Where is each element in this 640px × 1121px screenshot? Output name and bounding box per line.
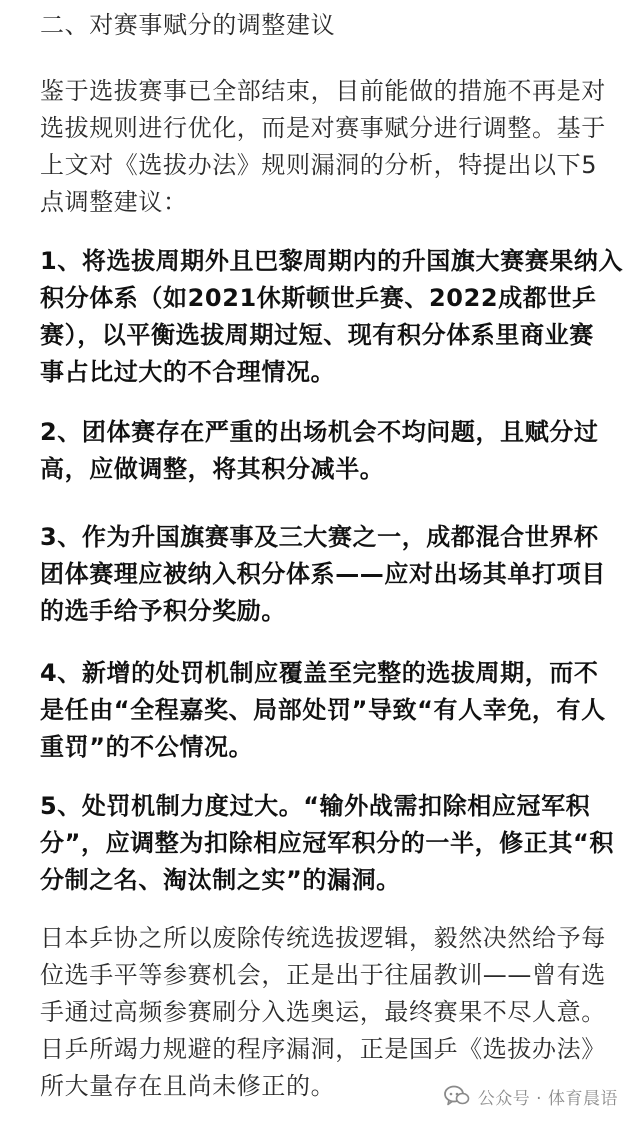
suggestion-item-1	[40, 243, 624, 391]
suggestion-line: 的选手给予积分奖励。	[40, 597, 286, 625]
suggestion-item-5	[40, 788, 614, 899]
suggestion-line: 5、处罚机制力度过大。“输外战需扣除相应冠军积	[40, 792, 591, 820]
closing-paragraph	[40, 920, 610, 1105]
watermark-text: 公众号 · 体育晨语	[477, 1088, 618, 1109]
closing-line: 日乒所竭力规避的程序漏洞，正是国乒《选拔办法》	[40, 1035, 606, 1063]
closing-line: 日本乒协之所以废除传统选拔逻辑，毅然决然给予每	[40, 924, 606, 952]
suggestion-item-3	[40, 519, 610, 630]
watermark	[444, 1082, 618, 1110]
suggestion-line: 高，应做调整，将其积分减半。	[40, 455, 385, 483]
intro-line: 鉴于选拔赛事已全部结束，目前能做的措施不再是对	[40, 77, 606, 105]
suggestion-line: 是任由“全程嘉奖、局部处罚”导致“有人幸免，有人	[40, 696, 606, 724]
closing-line: 所大量存在且尚未修正的。	[40, 1072, 336, 1100]
suggestion-line: 事占比过大的不合理情况。	[40, 358, 336, 386]
suggestion-line: 分制之名、淘汰制之实”的漏洞。	[40, 866, 401, 894]
suggestion-line: 积分体系（如2021休斯顿世乒赛、2022成都世乒	[40, 284, 597, 312]
suggestion-item-4	[40, 655, 610, 766]
closing-line: 位选手平等参赛机会，正是出于往届教训——曾有选	[40, 961, 606, 989]
heading-text: 二、对赛事赋分的调整建议	[40, 11, 336, 39]
section-heading	[40, 7, 610, 44]
suggestion-line: 赛），以平衡选拔周期过短、现有积分体系里商业赛	[40, 321, 594, 349]
intro-line: 点调整建议：	[40, 188, 188, 216]
intro-line: 上文对《选拔办法》规则漏洞的分析，特提出以下5	[40, 151, 598, 179]
suggestion-line: 1、将选拔周期外且巴黎周期内的升国旗大赛赛果纳入	[40, 247, 624, 275]
suggestion-line: 分”，应调整为扣除相应冠军积分的一半，修正其“积	[40, 829, 614, 857]
intro-paragraph	[40, 73, 610, 221]
suggestion-line: 团体赛理应被纳入积分体系——应对出场其单打项目	[40, 560, 606, 588]
wechat-official-account-icon	[444, 1085, 470, 1107]
intro-line: 选拔规则进行优化，而是对赛事赋分进行调整。基于	[40, 114, 606, 142]
suggestion-line: 重罚”的不公情况。	[40, 733, 254, 761]
closing-line: 手通过高频参赛刷分入选奥运，最终赛果不尽人意。	[40, 998, 606, 1026]
suggestion-item-2	[40, 414, 610, 488]
suggestion-line: 4、新增的处罚机制应覆盖至完整的选拔周期，而不	[40, 659, 599, 687]
suggestion-line: 3、作为升国旗赛事及三大赛之一，成都混合世界杯	[40, 523, 599, 551]
suggestion-line: 2、团体赛存在严重的出场机会不均问题，且赋分过	[40, 418, 599, 446]
